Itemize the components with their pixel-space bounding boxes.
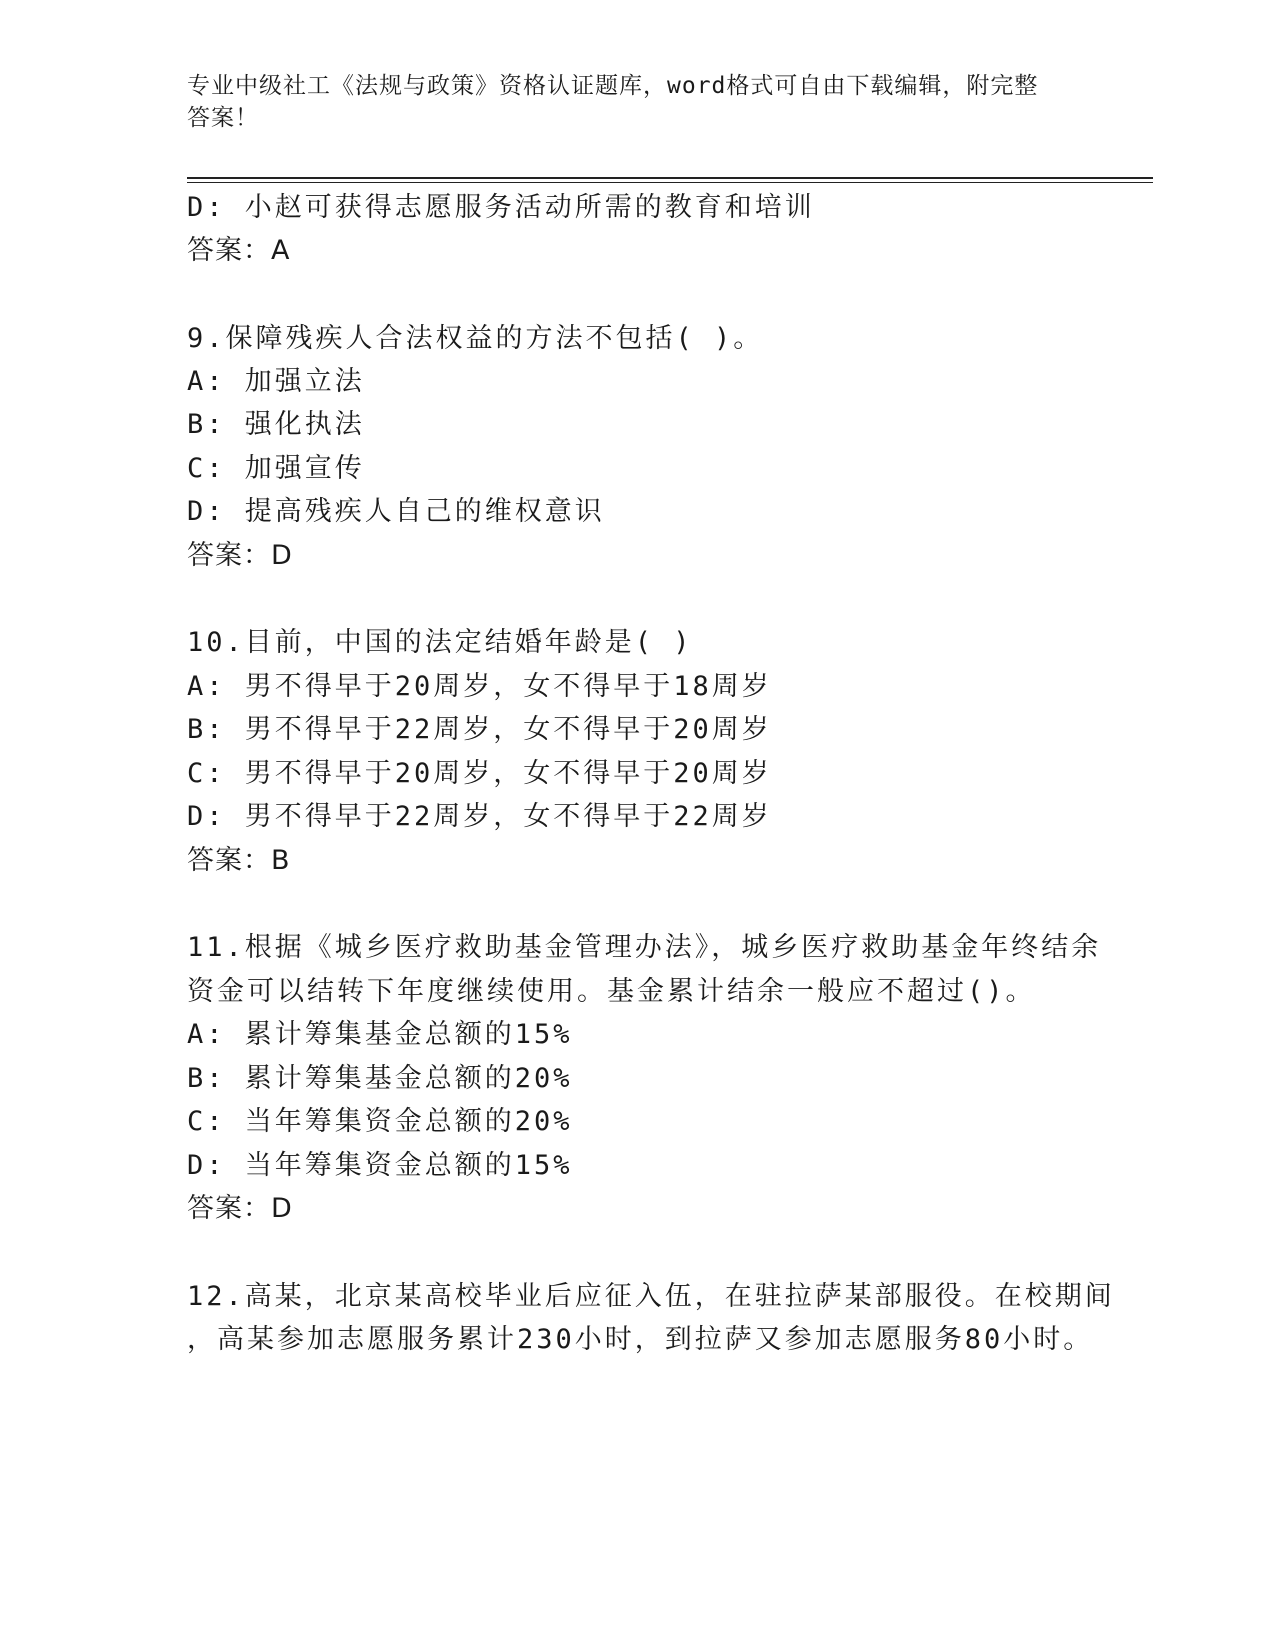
document-header (187, 70, 1067, 134)
q10-option-b: B: 男不得早于22周岁，女不得早于20周岁 (187, 714, 772, 745)
header-divider-thick (187, 177, 1153, 179)
q8-option-d: D: 小赵可获得志愿服务活动所需的教育和培训 (187, 192, 815, 223)
q12-question-line-1: 12.高某，北京某高校毕业后应征入伍，在驻拉萨某部服役。在校期间 (187, 1281, 1115, 1312)
q10-question: 10.目前，中国的法定结婚年龄是( ) (187, 627, 693, 658)
q9-option-a: A: 加强立法 (187, 366, 365, 397)
q11-option-d: D: 当年筹集资金总额的15% (187, 1150, 573, 1181)
q11-answer: 答案：D (187, 1193, 293, 1224)
q9-question: 9.保障残疾人合法权益的方法不包括( )。 (187, 323, 764, 354)
q11-question-line-2: 资金可以结转下年度继续使用。基金累计结余一般应不超过()。 (187, 976, 1036, 1007)
q10-answer: 答案：B (187, 845, 291, 876)
q9-option-c: C: 加强宣传 (187, 453, 365, 484)
q11-option-c: C: 当年筹集资金总额的20% (187, 1106, 573, 1137)
header-divider-thin (187, 182, 1153, 183)
q10-option-d: D: 男不得早于22周岁，女不得早于22周岁 (187, 801, 772, 832)
q9-answer: 答案：D (187, 540, 293, 571)
q8-answer: 答案：A (187, 235, 291, 266)
q11-question-line-1: 11.根据《城乡医疗救助基金管理办法》，城乡医疗救助基金年终结余 (187, 932, 1102, 963)
q10-option-a: A: 男不得早于20周岁，女不得早于18周岁 (187, 671, 772, 702)
q9-option-d: D: 提高残疾人自己的维权意识 (187, 496, 605, 527)
header-line-2: 答案！ (187, 105, 259, 131)
q10-option-c: C: 男不得早于20周岁，女不得早于20周岁 (187, 758, 772, 789)
q11-option-a: A: 累计筹集基金总额的15% (187, 1019, 573, 1050)
q12-question-line-2: ，高某参加志愿服务累计230小时，到拉萨又参加志愿服务80小时。 (187, 1324, 1094, 1355)
header-line-1: 专业中级社工《法规与政策》资格认证题库，word格式可自由下载编辑，附完整 (187, 73, 1039, 99)
q9-option-b: B: 强化执法 (187, 409, 365, 440)
q11-option-b: B: 累计筹集基金总额的20% (187, 1063, 573, 1094)
